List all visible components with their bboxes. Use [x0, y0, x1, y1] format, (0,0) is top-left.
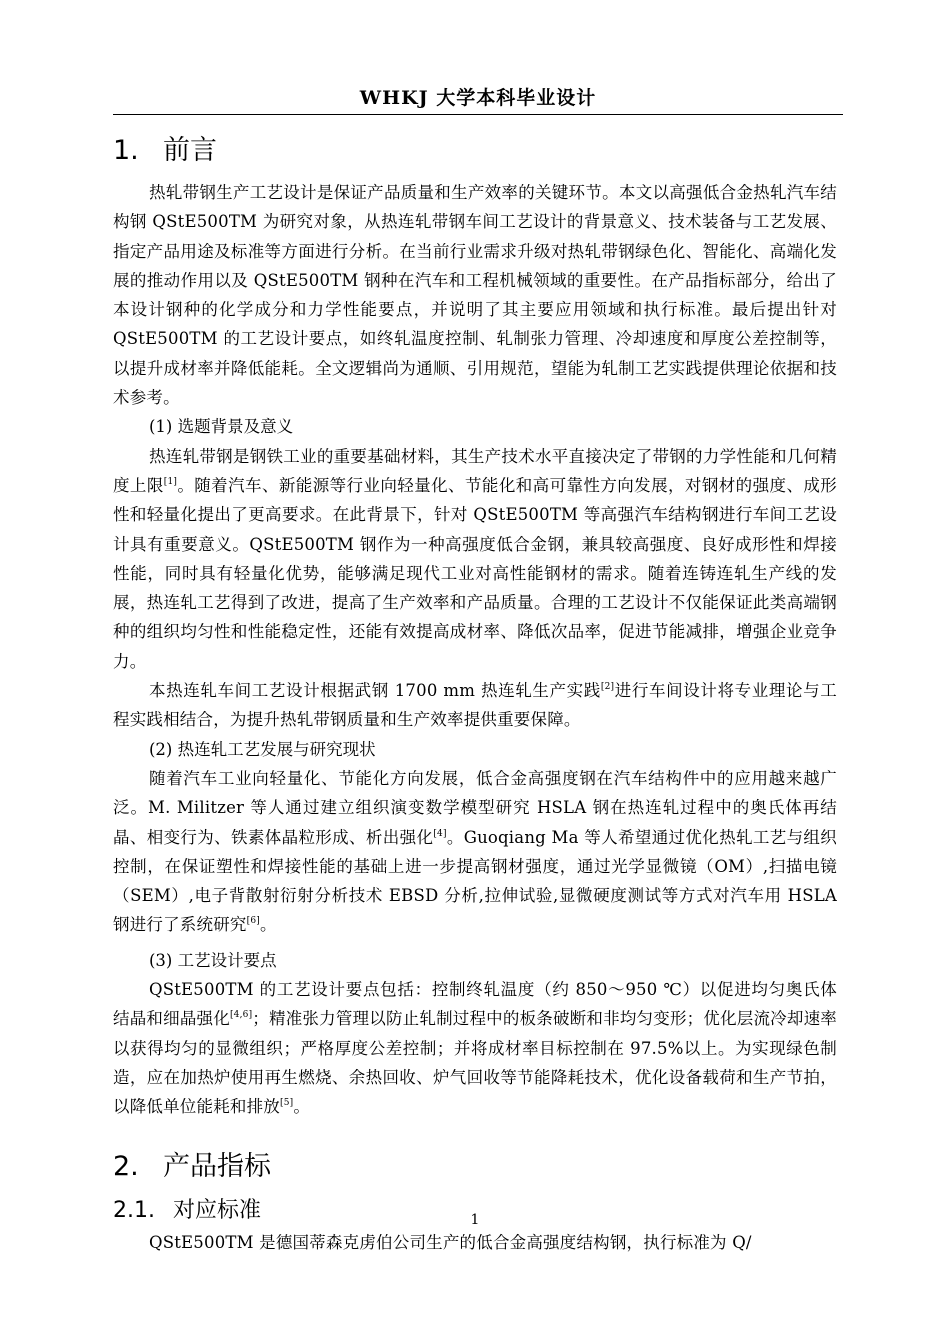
design-points-paragraph — [113, 975, 837, 1121]
citation-ref: [6] — [246, 916, 260, 927]
citation-ref: [4] — [433, 828, 447, 839]
citation-ref: [5] — [280, 1098, 294, 1109]
section-1-number: 1. — [113, 135, 139, 166]
section-2-title: 产品指标 — [163, 1150, 271, 1182]
design-text-c: 。 — [293, 1097, 311, 1117]
background2-text-b: 进行车间设计将专业理论与工程实践相结合，为提升热轧带钢质量和生产效率提供重要保障。 — [113, 681, 837, 730]
research-text-c: 。 — [259, 915, 277, 935]
intro-paragraph: 热轧带钢生产工艺设计是保证产品质量和生产效率的关键环节。本文以高强低合金热轧汽车结构钢 QStE500TM 为研究对象，从热连轧带钢车间工艺设计的背景意义、技术装备与工艺发展、指定产品用途及标准等方面进行分析。在当前行业需求升级对热轧带钢绿色化、智能化、高端化发展的推动作用以及 QStE500TM 钢种在汽车和工程机械领域的重要性。在产品指标部分，给出了本设计钢种的化学成分和力学性能要点，并说明了其主要应用领域和执行标准。最后提出针对 QStE500TM 的工艺设计要点，如终轧温度控制、轧制张力管理、冷却速度和厚度公差控制等，以提升成材率并降低能耗。全文逻辑尚为通顺、引用规范，望能为轧制工艺实践提供理论依据和技术参考。 — [113, 183, 837, 408]
standard-paragraph: QStE500TM 是德国蒂森克虏伯公司生产的低合金高强度结构钢，执行标准为 Q/ — [149, 1232, 752, 1252]
background-paragraph-1 — [113, 442, 837, 676]
section-2-1-title: 对应标准 — [173, 1197, 262, 1223]
page-body — [113, 130, 837, 1257]
subsection-3-title: (3) 工艺设计要点 — [149, 950, 277, 970]
subsection-2-title: (2) 热连轧工艺发展与研究现状 — [149, 739, 376, 759]
section-1-heading — [113, 130, 837, 172]
subsection-1-title: (1) 选题背景及意义 — [149, 417, 294, 437]
design-text-a: QStE500TM 的工艺设计要点包括：控制终轧温度（约 850～950 ℃）以促进均匀奥氏体结晶和细晶强化 — [113, 980, 837, 1029]
design-text-b: ；精准张力管理以防止轧制过程中的板条破断和非均匀变形；优化层流冷却速率以获得均匀的显微组织；严格厚度公差控制；并将成材率目标控制在 97.5%以上。为实现绿色制造，应在加热炉使用再生燃烧、余热回收、炉气回收等节能降耗技术，优化设备载荷和生产节拍，以降低单位能耗和排放 — [113, 1009, 838, 1117]
page-header — [113, 82, 843, 115]
header-title: WHKJ 大学本科毕业设计 — [359, 87, 597, 109]
research-text-a: 随着汽车工业向轻量化、节能化方向发展，低合金高强度钢在汽车结构件中的应用越来越广泛。M. Militzer 等人通过建立组织演变数学模型研究 HSLA 钢在热连轧过程中的奥氏体再结晶、相变行为、铁素体晶粒形成、析出强化 — [113, 768, 837, 847]
citation-ref: [2] — [600, 682, 615, 693]
research-paragraph — [113, 764, 837, 940]
background2-text-a: 本热连轧车间工艺设计根据武钢 1700 mm 热连轧生产实践 — [149, 681, 601, 701]
citation-ref: [1] — [163, 476, 178, 487]
background-text-a: 热连轧带钢是钢铁工业的重要基础材料，其生产技术水平直接决定了带钢的力学性能和几何精度上限 — [113, 446, 837, 495]
section-2-1-number: 2.1. — [113, 1197, 155, 1223]
research-text-b: 。Guoqiang Ma 等人希望通过优化热轧工艺与组织控制，在保证塑性和焊接性能的基础上进一步提高钢材强度，通过光学显微镜（OM）,扫描电镜（SEM）,电子背散射衍射分析技术 EBSD 分析,拉伸试验,显微硬度测试等方式对汽车用 HSLA 钢进行了系统研究 — [113, 827, 837, 935]
page-number: 1 — [470, 1212, 480, 1228]
background-paragraph-2 — [113, 676, 837, 735]
citation-ref: [4,6] — [229, 1010, 253, 1021]
section-2-number: 2. — [113, 1150, 139, 1182]
section-1-title: 前言 — [163, 135, 217, 166]
section-2-heading — [113, 1146, 837, 1188]
background-text-b: 。随着汽车、新能源等行业向轻量化、节能化和高可靠性方向发展，对钢材的强度、成形性和轻量化提出了更高要求。在此背景下，针对 QStE500TM 等高强汽车结构钢进行车间工艺设计具有重要意义。QStE500TM 钢作为一种高强度低合金钢，兼具较高强度、良好成形性和焊接性能，同时具有轻量化优势，能够满足现代工业对高性能钢材的需求。随着连铸连轧生产线的发展，热连轧工艺得到了改进，提高了生产效率和产品质量。合理的工艺设计不仅能保证此类高端钢种的组织均匀性和性能稳定性，还能有效提高成材率、降低次品率，促进节能减排，增强企业竞争力。 — [113, 475, 837, 671]
